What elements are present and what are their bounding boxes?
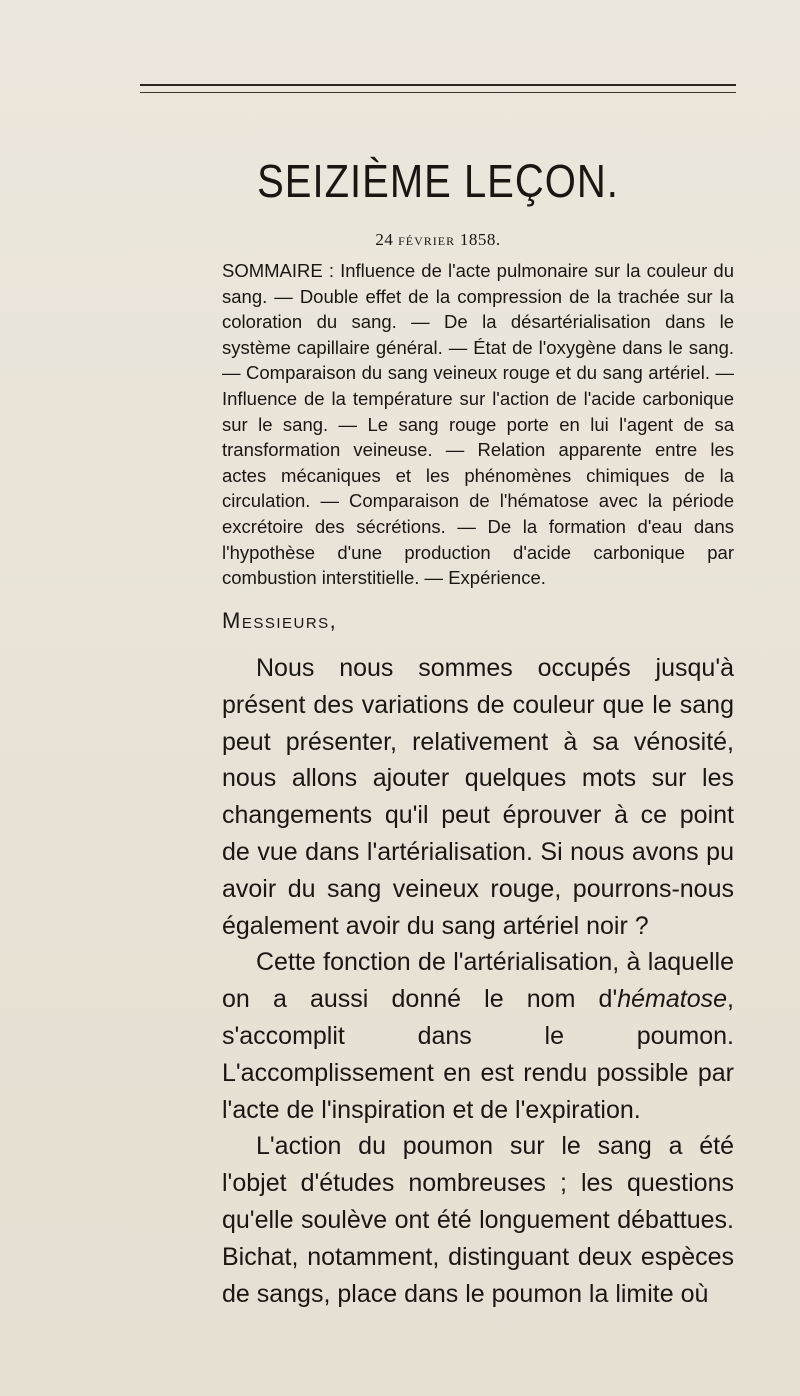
paragraph-2-start: Cette fonction de l'artérialisation, à laquelle on a aussi donné le nom d' [222, 948, 734, 1014]
paragraph-3: L'action du poumon sur le sang a été l'objet d'études nombreuses ; les questions qu'elle soulève ont été longuement débattues. Bichat, notamment, distinguant deux espèces de sangs, place dans le poumon la limite où [222, 1132, 734, 1308]
header-rule [140, 84, 736, 86]
summary-label: SOMMAIRE : [222, 260, 334, 281]
body-text [222, 650, 734, 1312]
header-rule-thin [140, 92, 736, 93]
paragraph-1: Nous nous sommes occupés jusqu'à présent des variations de couleur que le sang peut présenter, relativement à sa vénosité, nous allons ajouter quelques mots sur les changements qu'il peut éprouver à ce point de vue dans l'artérialisation. Si nous avons pu avoir du sang veineux rouge, pourrons-nous également avoir du sang artériel noir ? [222, 654, 734, 940]
summary [222, 258, 734, 591]
date-year: 1858. [459, 230, 501, 249]
lesson-date [140, 230, 736, 250]
summary-text: Influence de l'acte pulmonaire sur la couleur du sang. — Double effet de la compression de la trachée sur la coloration du sang. — De la désartérialisation dans le système capillaire général. — État de l'oxygène dans le sang. — Comparaison du sang veineux rouge et du sang artériel. — Influence de la température sur l'action de l'acide carbonique sur le sang. — Le sang rouge porte en lui l'agent de sa transformation veineuse. — Relation apparente entre les actes mécaniques et les phénomènes chimiques de la circulation. — Comparaison de l'hématose avec la période excrétoire des sécrétions. — De la formation d'eau dans l'hypothèse d'une production d'acide carbonique par combustion interstitielle. — Expérience. [222, 260, 734, 589]
paragraph-2 [222, 944, 734, 1128]
lesson-title: SEIZIÈME LEÇON. [257, 156, 619, 208]
paragraph-2-end: , s'accomplit dans le poumon. L'accomplissement en est rendu possible par l'acte de l'inspiration et de l'expiration. [222, 985, 734, 1124]
paragraph-2-emphasis: hématose [617, 985, 728, 1014]
date-day: 24 [375, 230, 394, 249]
date-month: FÉVRIER [398, 234, 456, 248]
salutation: Messieurs, [222, 608, 338, 633]
